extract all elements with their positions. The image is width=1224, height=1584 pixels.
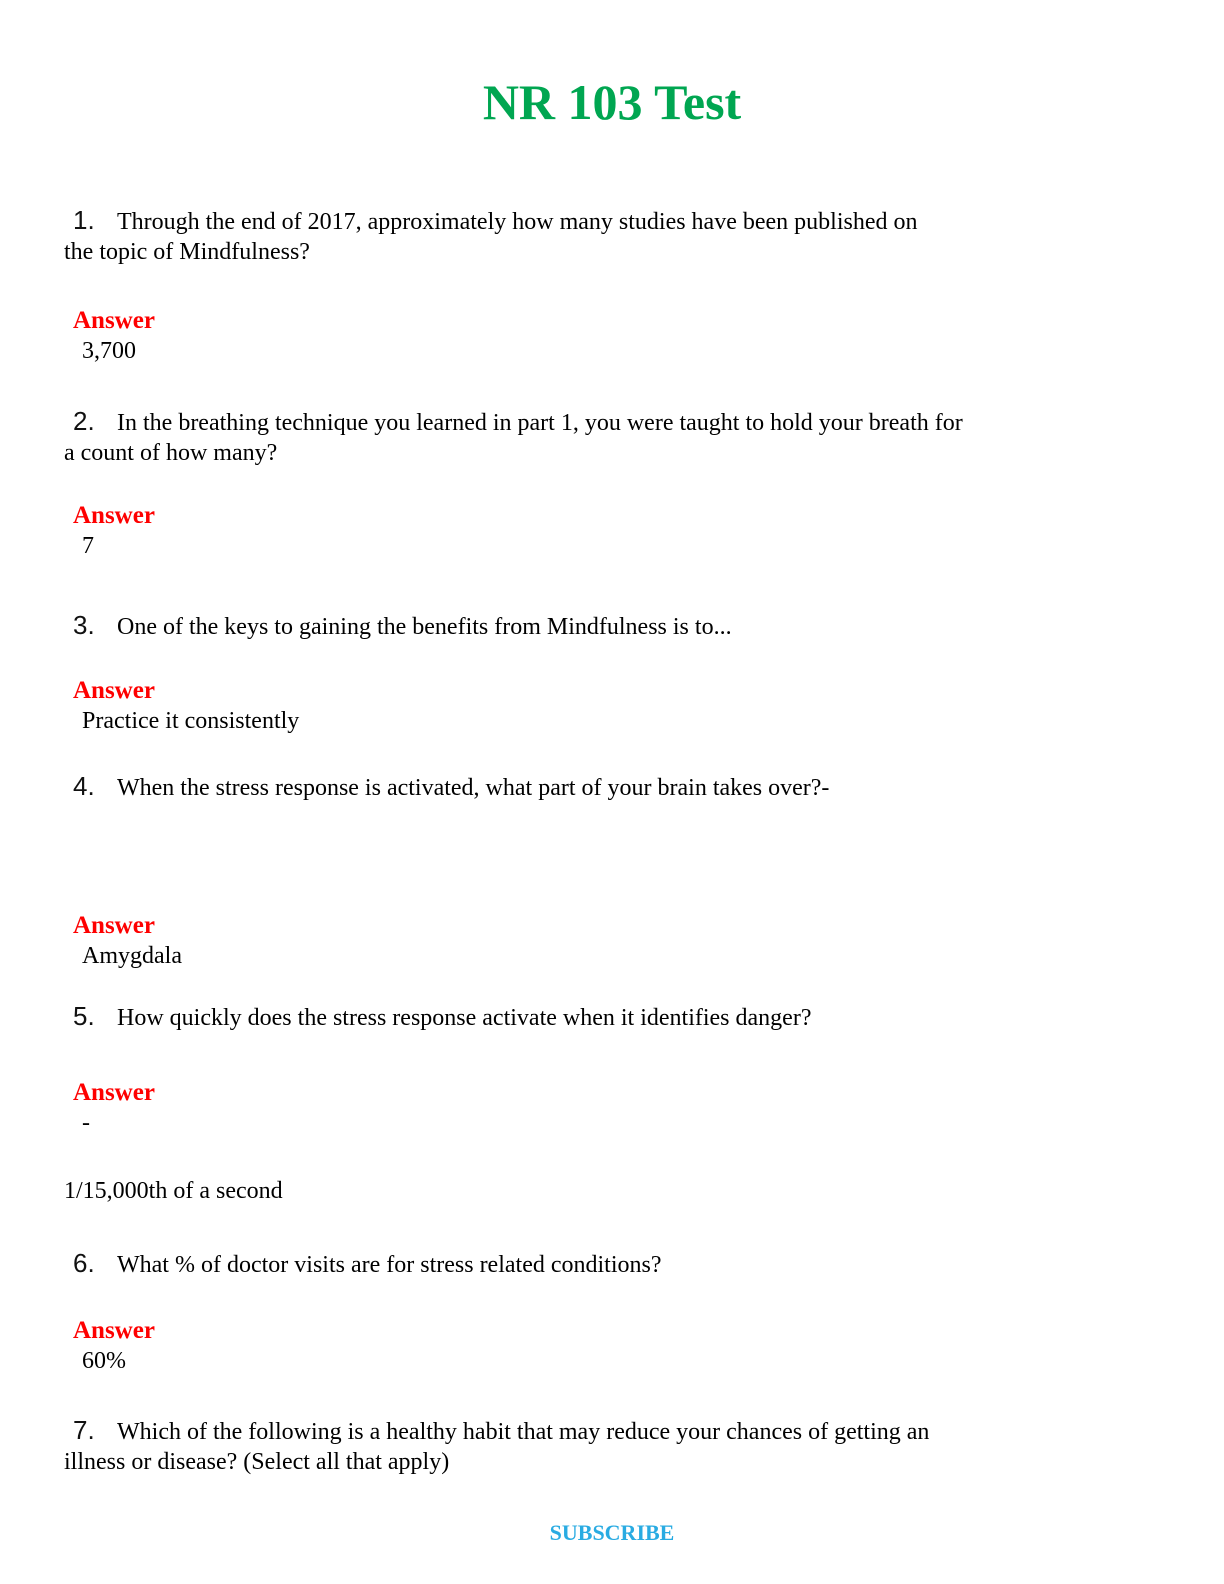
question-5-number: 5. [73, 1001, 95, 1031]
question-6 [64, 1248, 1184, 1280]
answer-1 [64, 306, 1184, 366]
question-2-line-1 [64, 406, 1184, 438]
answer-1-value: 3,700 [82, 338, 136, 364]
page-footer [0, 1520, 1224, 1546]
question-1 [64, 205, 1184, 267]
question-2-line-2: a count of how many? [64, 440, 278, 466]
question-5-text: How quickly does the stress response activate when it identifies danger? [117, 1005, 812, 1031]
question-2-number: 2. [73, 406, 95, 436]
question-3-number: 3. [73, 610, 95, 640]
answer-5-extra-value: 1/15,000th of a second [64, 1178, 283, 1204]
question-4-number: 4. [73, 771, 95, 801]
question-7-line-2: illness or disease? (Select all that apply) [64, 1449, 450, 1475]
answer-1-label: Answer [73, 307, 155, 334]
question-4 [64, 771, 1184, 803]
subscribe-link[interactable]: SUBSCRIBE [549, 1520, 675, 1545]
answer-6-value: 60% [82, 1348, 126, 1374]
answer-5-value: - [82, 1110, 90, 1136]
question-2-text: In the breathing technique you learned in part 1, you were taught to hold your breath for [117, 410, 963, 436]
question-4-line-1 [64, 771, 1184, 803]
answer-3-label: Answer [73, 677, 155, 704]
question-2 [64, 406, 1184, 468]
answer-4-label: Answer [73, 912, 155, 939]
question-6-text: What % of doctor visits are for stress related conditions? [117, 1252, 662, 1278]
question-6-number: 6. [73, 1248, 95, 1278]
question-1-line-1 [64, 205, 1184, 237]
question-7-text: Which of the following is a healthy habit that may reduce your chances of getting an [117, 1419, 930, 1445]
page-title: NR 103 Test [482, 74, 742, 130]
answer-5-label: Answer [73, 1079, 155, 1106]
question-3-line-1 [64, 610, 1184, 642]
answer-3-value: Practice it consistently [82, 708, 300, 734]
question-7-number: 7. [73, 1415, 95, 1445]
question-1-line-2: the topic of Mindfulness? [64, 239, 310, 265]
question-3-text: One of the keys to gaining the benefits from Mindfulness is to... [117, 614, 732, 640]
answer-6-label: Answer [73, 1317, 155, 1344]
question-4-text: When the stress response is activated, what part of your brain takes over?- [117, 775, 830, 801]
question-7-line-1 [64, 1415, 1184, 1447]
answer-5 [64, 1078, 1184, 1138]
answer-2-value: 7 [82, 533, 94, 559]
question-7 [64, 1415, 1184, 1477]
answer-6 [64, 1316, 1184, 1376]
answer-4-value: Amygdala [82, 943, 182, 969]
question-5-line-1 [64, 1001, 1184, 1033]
question-3 [64, 610, 1184, 642]
question-5 [64, 1001, 1184, 1033]
question-1-number: 1. [73, 205, 95, 235]
answer-2-label: Answer [73, 502, 155, 529]
answer-2 [64, 501, 1184, 561]
question-6-line-1 [64, 1248, 1184, 1280]
answer-4 [64, 911, 1184, 971]
question-1-text: Through the end of 2017, approximately how many studies have been published on [117, 209, 918, 235]
answer-3 [64, 676, 1184, 736]
